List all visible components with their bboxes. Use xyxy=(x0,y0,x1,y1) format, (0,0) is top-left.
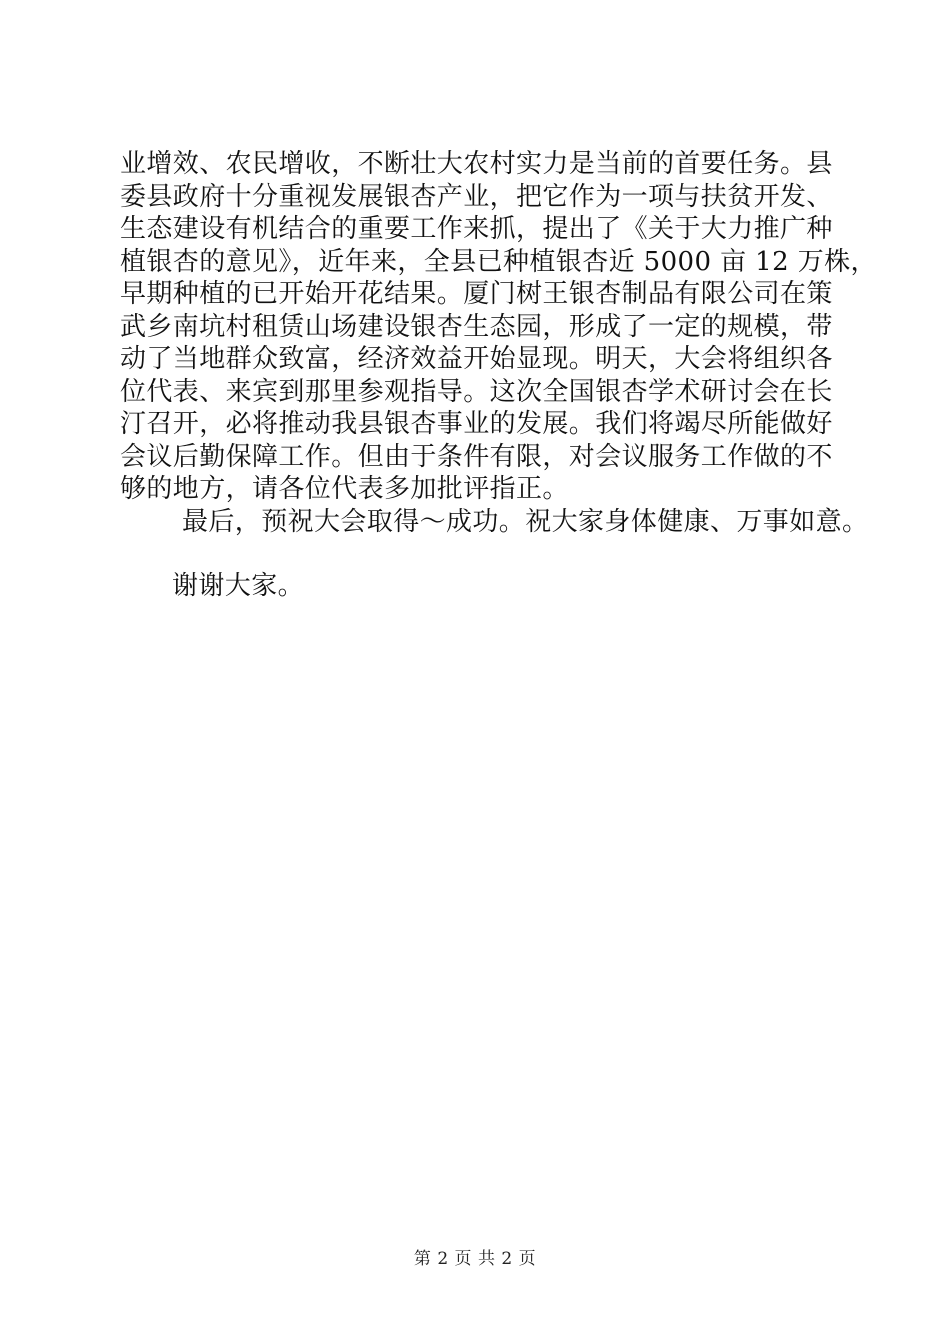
paragraph-line: 武乡南坑村租赁山场建设银杏生态园，形成了一定的规模，带 xyxy=(120,311,833,342)
thanks-paragraph: 谢谢大家。 xyxy=(172,571,305,601)
paragraph-line: 早期种植的已开始开花结果。厦门树王银杏制品有限公司在策 xyxy=(120,279,833,309)
closing-paragraph: 最后，预祝大会取得～成功。祝大家身体健康、万事如意。 xyxy=(182,506,869,537)
paragraph-line: 够的地方，请各位代表多加批评指正。 xyxy=(120,474,569,504)
paragraph-line: 会议后勤保障工作。但由于条件有限，对会议服务工作做的不 xyxy=(120,441,833,472)
paragraph-line: 委县政府十分重视发展银杏产业，把它作为一项与扶贫开发、 xyxy=(120,181,833,212)
paragraph-line: 业增效、农民增收，不断壮大农村实力是当前的首要任务。县 xyxy=(120,149,833,179)
paragraph-line: 植银杏的意见》，近年来，全县已种植银杏近 5000 亩 12 万株， xyxy=(120,246,877,277)
paragraph-line: 位代表、来宾到那里参观指导。这次全国银杏学术研讨会在长 xyxy=(120,376,833,407)
paragraph-line: 生态建设有机结合的重要工作来抓，提出了《关于大力推广种 xyxy=(120,214,833,244)
page-number-footer: 第 2 页 共 2 页 xyxy=(413,1249,537,1269)
document-body xyxy=(120,148,877,603)
paragraph-gap xyxy=(120,538,832,570)
paragraph-line: 动了当地群众致富，经济效益开始显现。明天，大会将组织各 xyxy=(120,344,833,374)
paragraph-line: 汀召开，必将推动我县银杏事业的发展。我们将竭尽所能做好 xyxy=(120,409,833,439)
